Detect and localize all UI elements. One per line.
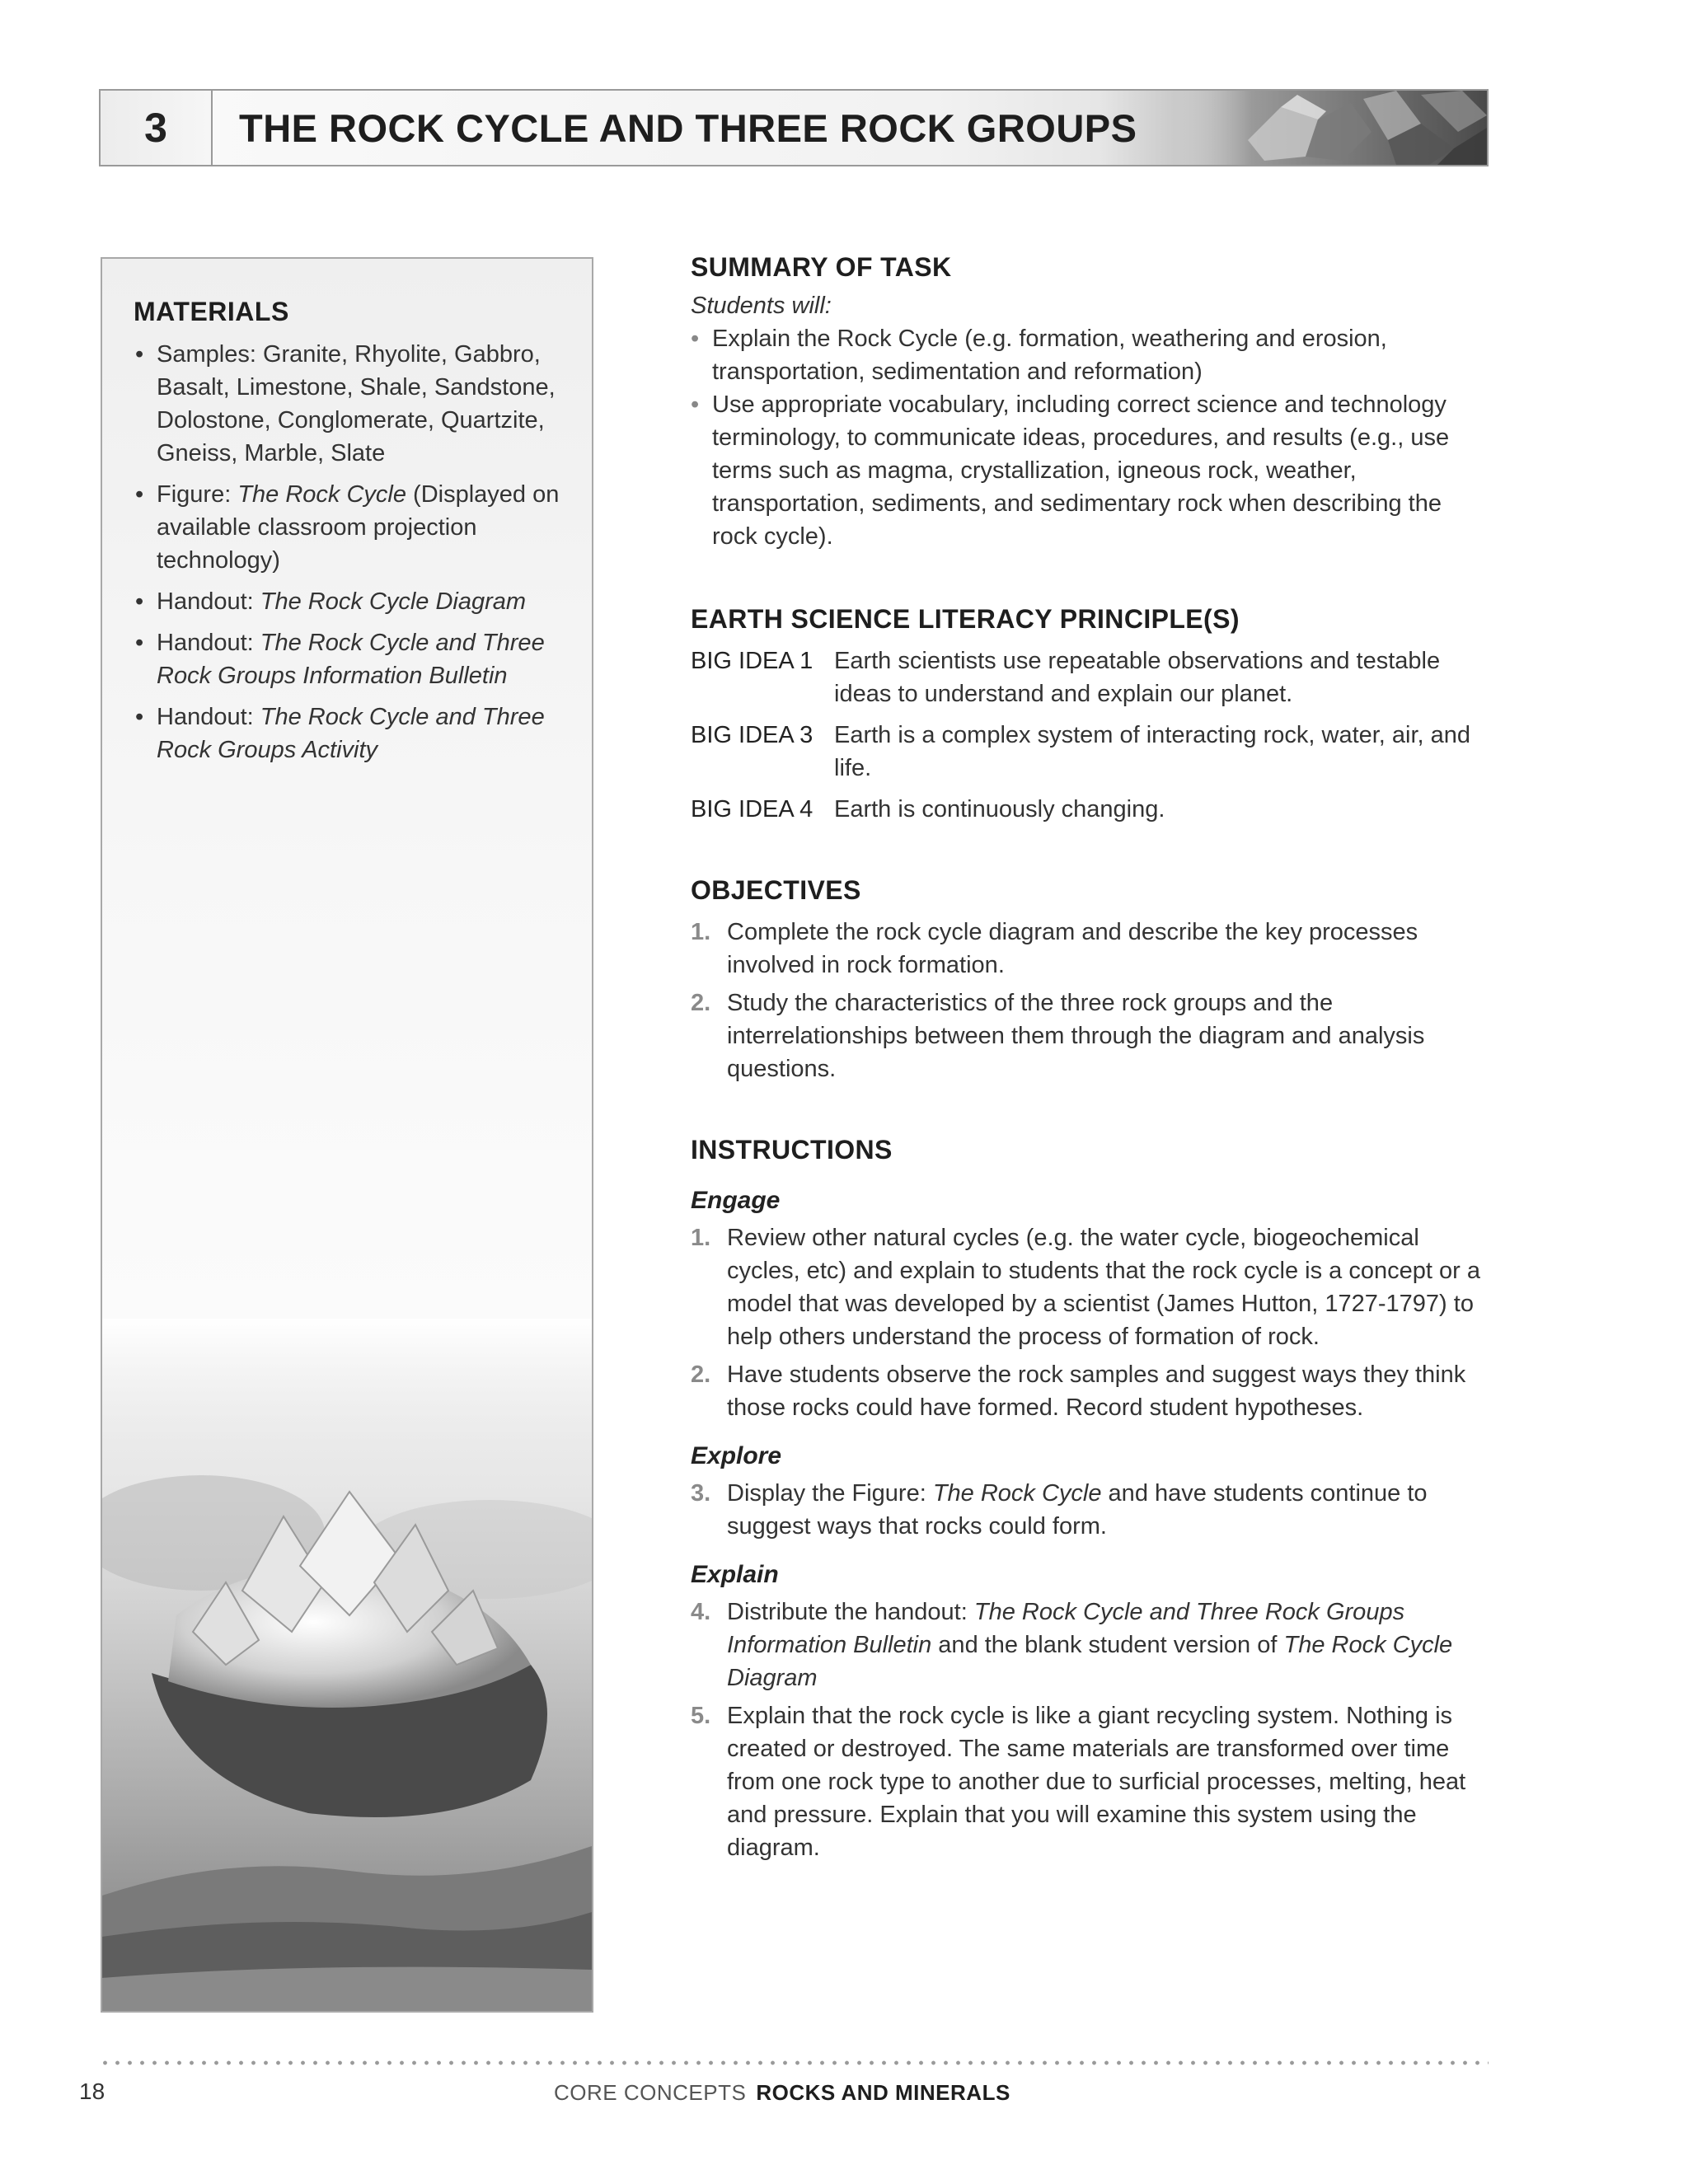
summary-intro: Students will: — [691, 293, 832, 319]
summary-list — [691, 322, 1482, 553]
instruction-item: 2. Have students observe the rock samples and suggest ways they think those rocks could have formed. Record student hypotheses. — [691, 1361, 1466, 1421]
instruction-item: 3. Display the Figure: The Rock Cycle and have students continue to suggest ways that rocks could form. — [691, 1480, 1428, 1540]
materials-item: • Figure: The Rock Cycle (Displayed on available classroom projection technology) — [135, 481, 560, 574]
big-idea-label: BIG IDEA 1 — [691, 648, 814, 674]
materials-item: • Samples: Granite, Rhyolite, Gabbro, Basalt, Limestone, Shale, Sandstone, Dolostone, Conglomerate, Quartzite, Gneiss, Marble, Slate — [135, 341, 556, 466]
chapter-title: THE ROCK CYCLE AND THREE ROCK GROUPS — [239, 106, 1137, 150]
explain-list — [691, 1596, 1482, 1864]
explore-list — [691, 1477, 1482, 1543]
materials-item: • Handout: The Rock Cycle and Three Rock Groups Activity — [135, 704, 545, 763]
materials-item: • Handout: The Rock Cycle Diagram — [135, 588, 527, 615]
series-name: CORE CONCEPTS — [554, 2080, 747, 2105]
big-idea-row — [691, 719, 1482, 785]
big-idea-row — [691, 644, 1482, 710]
big-idea-text: Earth scientists use repeatable observations and testable ideas to understand and explain our planet. — [834, 648, 1441, 707]
big-ideas — [691, 644, 1482, 826]
engage-list — [691, 1221, 1482, 1424]
running-footer — [554, 2080, 1010, 2106]
big-idea-label: BIG IDEA 3 — [691, 722, 814, 748]
objectives-list — [691, 916, 1482, 1085]
big-idea-row — [691, 793, 1482, 826]
summary-item: • Use appropriate vocabulary, including correct science and technology terminology, to communicate ideas, procedures, and results (e.g., use terms such as magma, crystallization, igneous rock, weather, transportation, sediments, and sedimentary rock when describing the rock cycle). — [691, 391, 1450, 550]
chapter-number: 3 — [101, 91, 213, 165]
header-rock-image — [1174, 91, 1487, 165]
explore-heading: Explore — [691, 1442, 782, 1469]
objectives-heading: OBJECTIVES — [691, 875, 861, 905]
explain-heading: Explain — [691, 1561, 779, 1588]
literacy-heading: EARTH SCIENCE LITERACY PRINCIPLE(S) — [691, 604, 1240, 634]
summary-item: • Explain the Rock Cycle (e.g. formation, weathering and erosion, transportation, sedimentation and reformation) — [691, 326, 1387, 385]
big-idea-label: BIG IDEA 4 — [691, 796, 814, 823]
crystal-rock-image — [102, 1319, 592, 2011]
footer-divider — [99, 2060, 1489, 2065]
instruction-item: 1. Review other natural cycles (e.g. the water cycle, biogeochemical cycles, etc) and explain to students that the rock cycle is a concept or a model that was developed by a scientist (James Hutton, 1727-1797) to help others understand the process of formation of rock. — [691, 1225, 1480, 1350]
materials-heading: MATERIALS — [134, 297, 289, 326]
big-idea-text: Earth is continuously changing. — [834, 796, 1165, 823]
materials-sidebar — [101, 257, 593, 2013]
chapter-header — [99, 89, 1489, 166]
big-idea-text: Earth is a complex system of interacting rock, water, air, and life. — [834, 722, 1471, 781]
engage-heading: Engage — [691, 1187, 781, 1214]
objective-item: 2. Study the characteristics of the three rock groups and the interrelationships between them through the diagram and analysis questions. — [691, 990, 1425, 1082]
instruction-item: 5. Explain that the rock cycle is like a giant recycling system. Nothing is created or destroyed. The same materials are transformed over time from one rock type to another due to surficial processes, melting, heat and pressure. Explain that you will examine this system using the diagram. — [691, 1703, 1466, 1861]
book-title: ROCKS AND MINERALS — [756, 2080, 1010, 2105]
page-number: 18 — [79, 2079, 106, 2104]
materials-list — [135, 338, 572, 775]
objective-item: 1. Complete the rock cycle diagram and describe the key processes involved in rock formation. — [691, 919, 1418, 978]
materials-item: • Handout: The Rock Cycle and Three Rock Groups Information Bulletin — [135, 630, 545, 689]
instruction-item: 4. Distribute the handout: The Rock Cycle and Three Rock Groups Information Bulletin and the blank student version of The Rock Cycle Diagram — [691, 1599, 1453, 1691]
main-content — [691, 247, 1482, 1869]
summary-heading: SUMMARY OF TASK — [691, 252, 952, 282]
instructions-heading: INSTRUCTIONS — [691, 1135, 893, 1165]
